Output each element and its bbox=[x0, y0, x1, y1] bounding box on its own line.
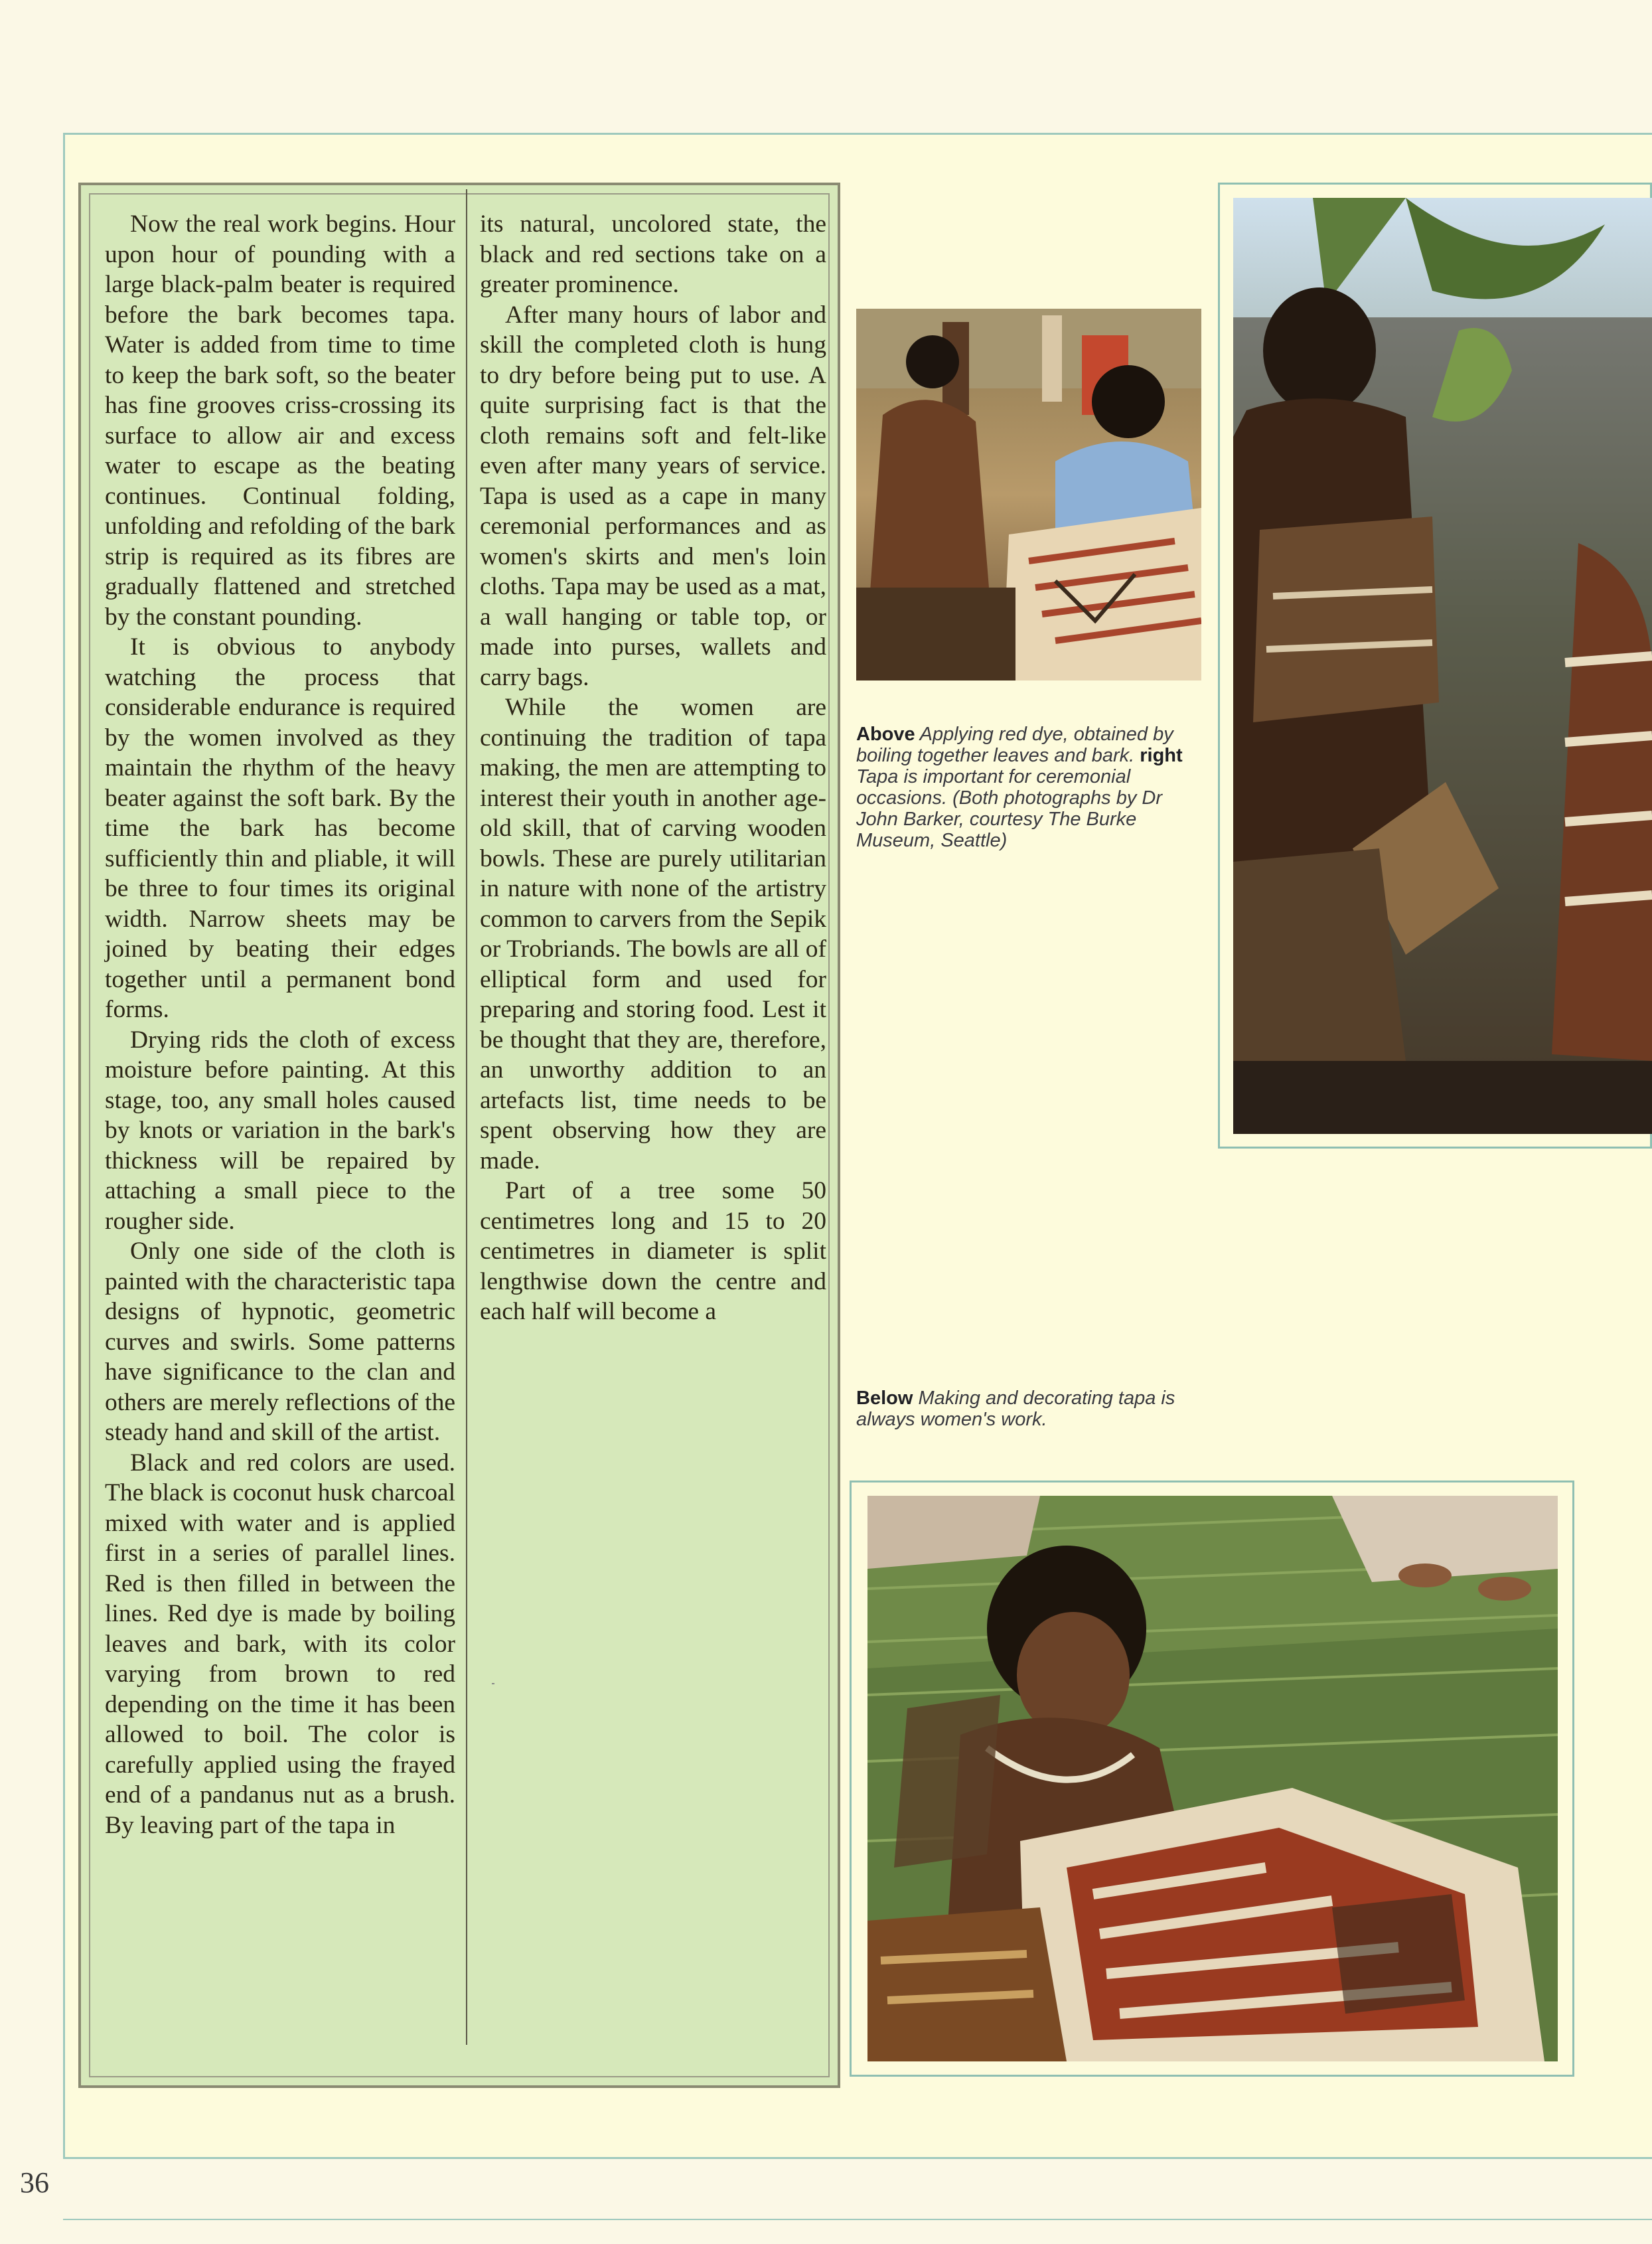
photo-making-tapa bbox=[867, 1496, 1558, 2061]
caption-lead-above: Above bbox=[856, 724, 915, 745]
caption-text: Applying red dye, obtained by boiling together leaves and bark. bbox=[856, 724, 1173, 766]
page-number: 36 bbox=[20, 2166, 49, 2199]
caption-below bbox=[856, 1388, 1215, 1430]
photo-applying-red-dye bbox=[856, 309, 1201, 681]
paragraph: While the women are continuing the tradition of tapa making, the men are attempting to interest their youth in another age-old skill, that of carving wooden bowls. These are purely utilitarian in nature with none of the artistry common to carvers from the Sepik or Trobriands. The bowls are all of elliptical form and used for preparing and storing food. Lest it be thought that they are, therefore, an unworthy addition to an artefacts list, time needs to be spent observing how they are made. bbox=[480, 694, 826, 1174]
photo-applying-red-dye-image bbox=[856, 309, 1201, 681]
paragraph: Part of a tree some 50 centimetres long and 15 to 20 centimetres in diameter is split lengthwise down the centre and each half will become a bbox=[480, 1177, 826, 1325]
caption-above-right bbox=[856, 724, 1208, 851]
paragraph: After many hours of labor and skill the completed cloth is hung to dry before being put to use. A quite surprising fact is that the cloth remains soft and felt-like even after many years of service. Tapa is used as a cape in many ceremonial performances and as women's skirts and men's loin cloths. Tapa may be used as a mat, a wall hanging or table top, or made into purses, wallets and carry bags. bbox=[480, 301, 826, 691]
article-column-2 bbox=[480, 209, 826, 1327]
paragraph: Black and red colors are used. The black is coconut husk charcoal mixed with water and is applied first in a series of parallel lines. Red is then filled in between the lines. Red dye is made by boiling leaves and bark, with its color varying from brown to red depending on the time it has been allowed to boil. The color is carefully applied using the frayed end of a pandanus nut as a brush. By leaving part of the tapa in bbox=[105, 1449, 455, 1839]
article-column-1 bbox=[105, 209, 455, 1840]
stray-mark bbox=[492, 1683, 494, 1684]
caption-text: Tapa is important for ceremonial occasions. (Both photographs by Dr John Barker, courtesy The Burke Museum, Seattle) bbox=[856, 766, 1163, 851]
paragraph: Now the real work begins. Hour upon hour of pounding with a large black-palm beater is required before the bark becomes tapa. Water is added from time to time to keep the bark soft, so the beater has fine grooves criss-crossing its surface to allow air and excess water to escape as the beating continues. Continual folding, unfolding and refolding of the bark strip is required as its fibres are gradually flattened and stretched by the constant pounding. bbox=[105, 210, 455, 631]
bottom-rule bbox=[63, 2219, 1652, 2220]
paragraph: Only one side of the cloth is painted with the characteristic tapa designs of hypnotic, geometric curves and swirls. Some patterns have significance to the clan and others are merely reflections of the steady hand and skill of the artist. bbox=[105, 1238, 455, 1446]
caption-text: Making and decorating tapa is always women's work. bbox=[856, 1388, 1175, 1430]
photo-making-tapa-image bbox=[867, 1496, 1558, 2061]
photo-ceremonial-tapa-image bbox=[1233, 198, 1652, 1134]
photo-ceremonial-tapa bbox=[1233, 198, 1652, 1134]
caption-lead-below: Below bbox=[856, 1388, 913, 1409]
caption-lead-right: right bbox=[1140, 745, 1183, 766]
paragraph: its natural, uncolored state, the black and red sections take on a greater prominence. bbox=[480, 210, 826, 298]
paragraph: Drying rids the cloth of excess moisture before painting. At this stage, too, any small holes caused by knots or variation in the bark's thickness will be repaired by attaching a small piece to the rougher side. bbox=[105, 1026, 455, 1235]
paragraph: It is obvious to anybody watching the process that considerable endurance is required by the women involved as they maintain the rhythm of the heavy beater against the soft bark. By the time the bark has become sufficiently thin and pliable, it will be three to four times its original width. Narrow sheets may be joined by beating their edges together until a permanent bond forms. bbox=[105, 633, 455, 1023]
column-divider bbox=[466, 189, 467, 2045]
